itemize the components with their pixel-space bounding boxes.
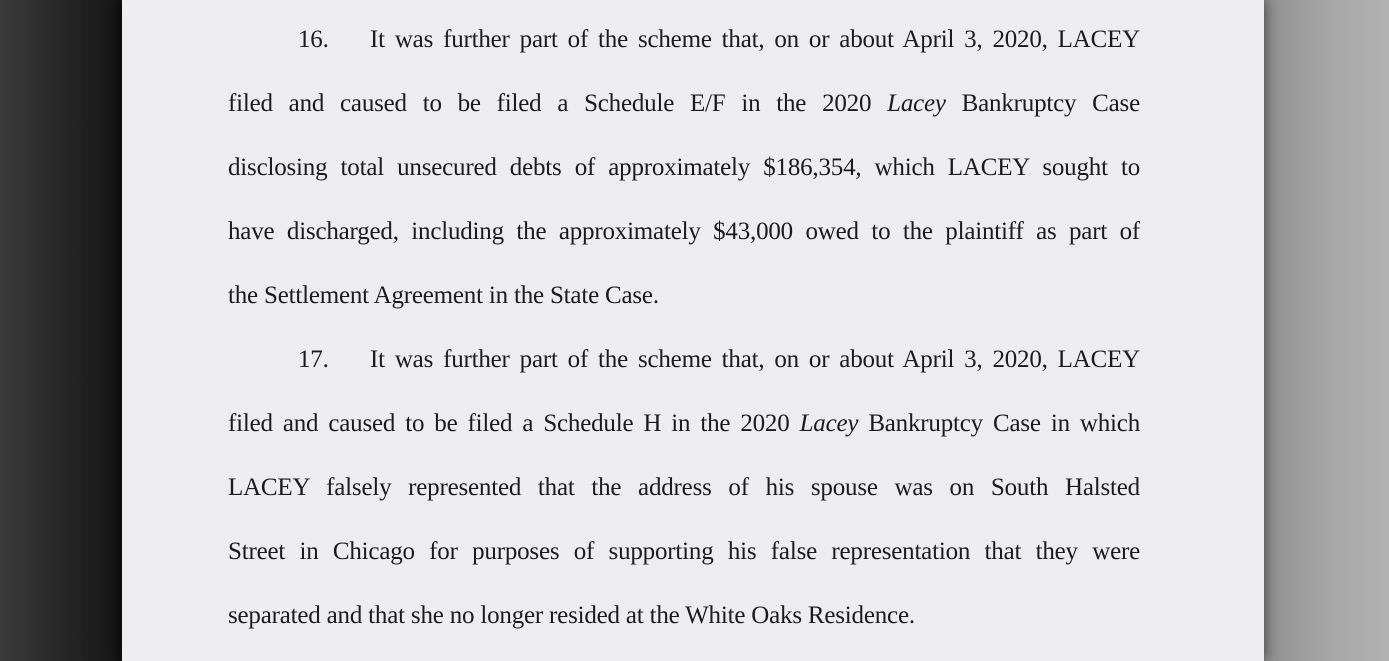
document-text: [228, 12, 1140, 652]
paragraph-text: It was further part of the scheme that, on or about April 3, 2020, LACEY: [370, 26, 1140, 53]
dark-background-left: [0, 0, 122, 661]
paragraph-number: 16.: [298, 26, 329, 53]
paragraph-16-line-3: disclosing total unsecured debts of approximately $186,354, which LACEY sought to: [228, 154, 1140, 181]
text-span: filed and caused to be filed a Schedule E/F in the 2020: [228, 90, 888, 117]
document-page: [122, 0, 1264, 661]
paragraph-text: It was further part of the scheme that, on or about April 3, 2020, LACEY: [370, 346, 1140, 373]
case-name-italic: Lacey: [799, 410, 859, 437]
paragraph-16-line-1: [228, 12, 1140, 76]
case-name-italic: Lacey: [887, 90, 946, 117]
paragraph-16-line-5: the Settlement Agreement in the State Case.: [228, 282, 659, 309]
text-span: Bankruptcy Case in which: [858, 410, 1140, 437]
paragraph-17-line-5: separated and that she no longer resided at the White Oaks Residence.: [228, 602, 915, 629]
paragraph-17-line-1: [228, 332, 1140, 396]
paragraph-17-line-4: Street in Chicago for purposes of supporting his false representation that they were: [228, 538, 1140, 565]
paragraph-number: 17.: [298, 346, 329, 373]
paragraph-17-line-2: [228, 396, 1140, 460]
gray-background-right: [1264, 0, 1389, 661]
paragraph-16-line-4: have discharged, including the approximately $43,000 owed to the plaintiff as part of: [228, 218, 1140, 245]
paragraph-17-line-3: LACEY falsely represented that the address of his spouse was on South Halsted: [228, 474, 1140, 501]
paragraph-16-line-2: [228, 76, 1140, 140]
text-span: filed and caused to be filed a Schedule H in the 2020: [228, 410, 800, 437]
text-span: Bankruptcy Case: [945, 90, 1140, 117]
